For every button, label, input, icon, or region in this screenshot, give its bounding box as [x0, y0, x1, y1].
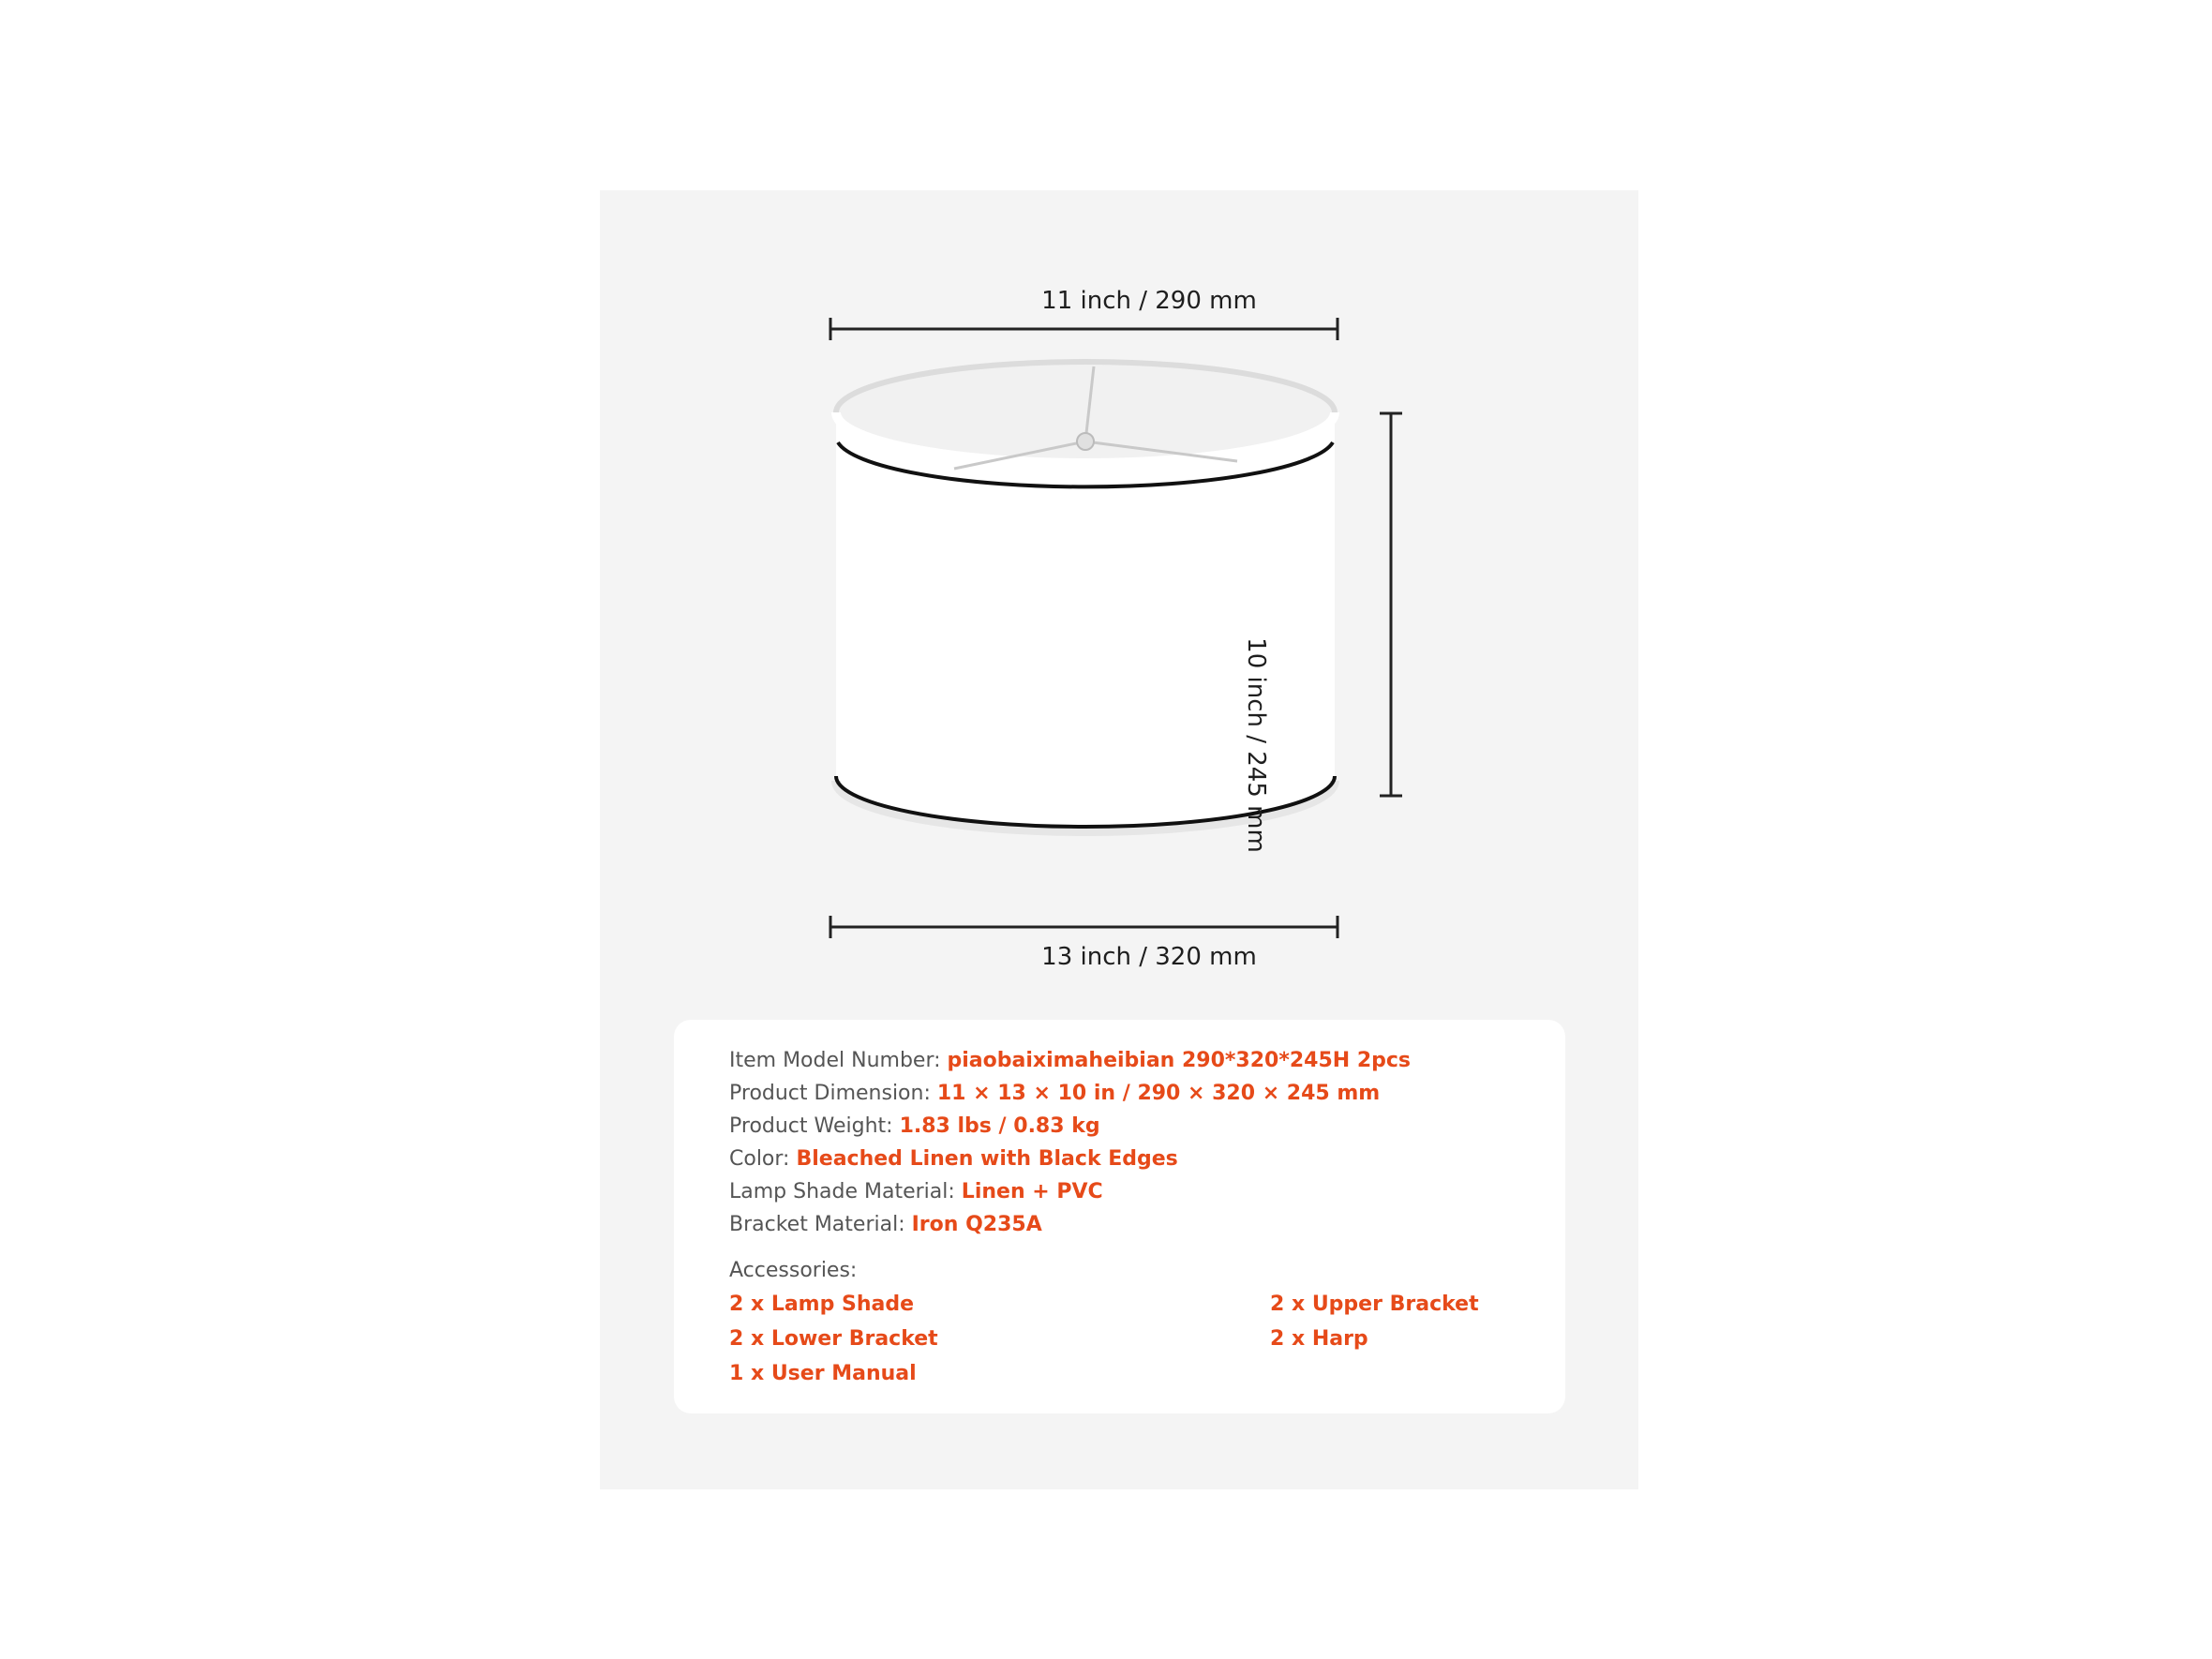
bottom-dimension-line — [830, 916, 1338, 938]
accessories-title: Accessories: — [729, 1259, 858, 1282]
spec-label: Color: — [729, 1147, 797, 1171]
spec-model-number — [729, 1044, 1411, 1077]
spec-list — [729, 1044, 1411, 1241]
height-dimension-line — [1380, 413, 1402, 796]
spec-shade-material — [729, 1175, 1411, 1208]
spec-value: Iron Q235A — [911, 1213, 1042, 1236]
accessory-item: 2 x Upper Bracket — [1270, 1293, 1479, 1316]
spec-value: piaobaiximaheibian 290*320*245H 2pcs — [947, 1049, 1412, 1072]
accessory-item: 2 x Lamp Shade — [729, 1293, 915, 1316]
product-panel — [600, 190, 1638, 1489]
spec-value: Bleached Linen with Black Edges — [796, 1147, 1178, 1171]
spec-color — [729, 1143, 1411, 1175]
spec-label: Item Model Number: — [729, 1049, 948, 1072]
spec-value: Linen + PVC — [961, 1180, 1103, 1203]
spec-label: Bracket Material: — [729, 1213, 912, 1236]
spec-bracket-material — [729, 1208, 1411, 1241]
top-width-label: 11 inch / 290 mm — [1041, 287, 1257, 315]
bottom-width-label: 13 inch / 320 mm — [1041, 943, 1257, 971]
spec-value: 11 × 13 × 10 in / 290 × 320 × 245 mm — [936, 1082, 1381, 1105]
accessory-item: 1 x User Manual — [729, 1362, 917, 1385]
accessory-item: 2 x Harp — [1270, 1327, 1368, 1351]
lamp-shade-diagram — [600, 190, 1638, 1015]
spec-label: Lamp Shade Material: — [729, 1180, 962, 1203]
spec-card — [674, 1020, 1565, 1413]
accessory-item: 2 x Lower Bracket — [729, 1327, 938, 1351]
spec-dimension — [729, 1077, 1411, 1110]
spec-label: Product Dimension: — [729, 1082, 937, 1105]
spec-weight — [729, 1110, 1411, 1143]
spec-value: 1.83 lbs / 0.83 kg — [899, 1114, 1100, 1138]
top-dimension-line — [830, 318, 1338, 340]
height-label: 10 inch / 245 mm — [1242, 637, 1270, 853]
spec-label: Product Weight: — [729, 1114, 900, 1138]
